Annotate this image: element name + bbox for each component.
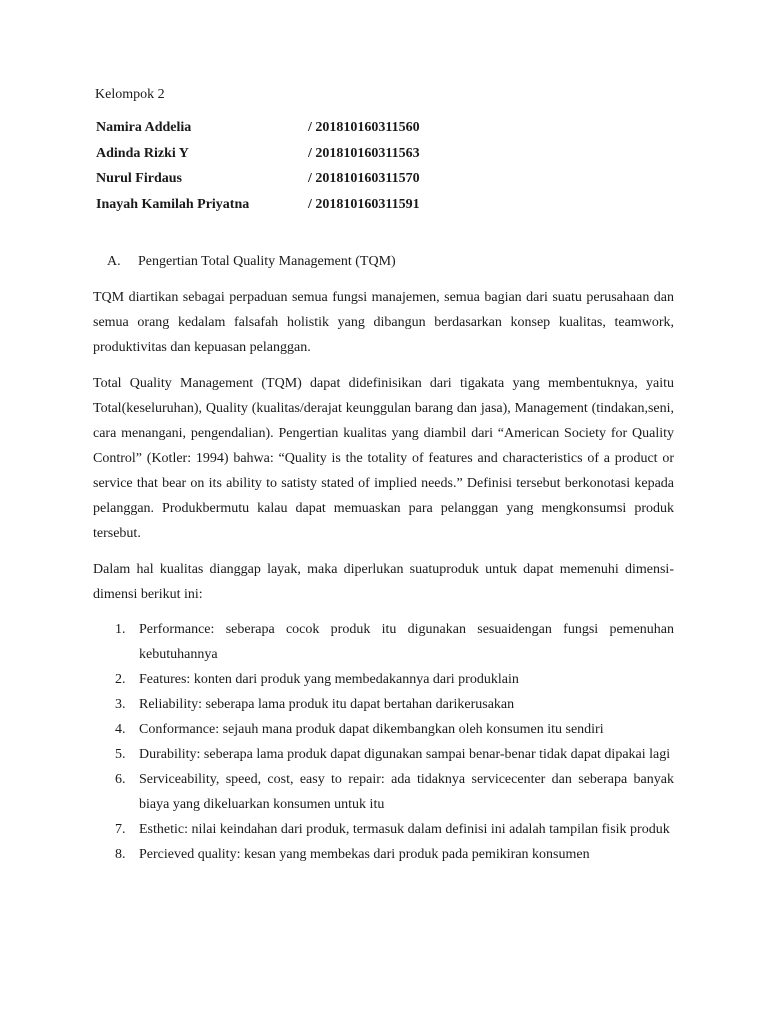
list-item [93, 817, 674, 842]
member-nim: / 201810160311560 [308, 120, 420, 135]
member-name: Inayah Kamilah Priyatna [96, 196, 250, 212]
list-number: 6. [115, 772, 126, 787]
list-number: 8. [115, 847, 126, 862]
list-number: 2. [115, 672, 126, 687]
list-text: Percieved quality: kesan yang membekas dari produk pada pemikiran konsumen [139, 847, 590, 862]
member-name: Nurul Firdaus [96, 171, 182, 186]
list-text: Reliability: seberapa lama produk itu dapat bertahan darikerusakan [139, 697, 515, 712]
list-item [93, 842, 674, 867]
list-item [93, 767, 674, 817]
member-nim: / 201810160311563 [308, 145, 420, 161]
list-text: Features: konten dari produk yang membedakannya dari produklain [139, 672, 519, 687]
list-number: 3. [115, 697, 126, 712]
list-text: Conformance: sejauh mana produk dapat dikembangkan oleh konsumen itu sendiri [139, 722, 604, 737]
list-item [93, 742, 674, 767]
list-number: 7. [115, 822, 126, 837]
section-title: Pengertian Total Quality Management (TQM) [138, 254, 396, 269]
list-number: 1. [115, 622, 126, 637]
list-item [93, 717, 674, 742]
member-name: Adinda Rizki Y [96, 145, 189, 161]
member-nim: / 201810160311591 [308, 196, 420, 212]
dimension-list [93, 617, 674, 867]
section-letter: A. [107, 254, 121, 269]
section-heading [107, 254, 396, 270]
list-text: Esthetic: nilai keindahan dari produk, termasuk dalam definisi ini adalah tampilan fisik produk [139, 822, 670, 837]
paragraph-tqm-definition: TQM diartikan sebagai perpaduan semua fungsi manajemen, semua bagian dari suatu perusahaan dan semua orang kedalam falsafah holistik yang dibangun berdasarkan konsep kualitas, teamwork, produktivitas dan kepuasan pelanggan. [93, 290, 674, 355]
list-item [93, 692, 674, 717]
member-nim: / 201810160311570 [308, 171, 420, 186]
list-item [93, 667, 674, 692]
group-title: Kelompok 2 [95, 87, 165, 102]
member-name: Namira Addelia [96, 120, 192, 135]
list-text: Durability: seberapa lama produk dapat digunakan sampai benar-benar tidak dapat dipakai lagi [139, 747, 671, 762]
paragraph-dimensions-intro: Dalam hal kualitas dianggap layak, maka diperlukan suatuproduk untuk dapat memenuhi dimensi-dimensi berikut ini: [93, 562, 674, 602]
list-text: Serviceability, speed, cost, easy to repair: ada tidaknya servicecenter dan seberapa banyak biaya yang dikeluarkan konsumen untuk itu [139, 772, 674, 812]
list-item [93, 617, 674, 667]
list-text: Performance: seberapa cocok produk itu digunakan sesuaidengan fungsi pemenuhan kebutuhannya [139, 622, 674, 662]
list-number: 5. [115, 747, 126, 762]
paragraph-tqm-components: Total Quality Management (TQM) dapat didefinisikan dari tigakata yang membentuknya, yaitu Total(keseluruhan), Quality (kualitas/derajat keunggulan barang dan jasa), Management (tindakan,seni, cara menangani, pengendalian). Pengertian kualitas yang diambil dari “American Society for Quality Control” (Kotler: 1994) bahwa: “Quality is the totality of features and characteristics of a product or service that bear on its ability to satisty stated of implied needs.” Definisi tersebut berkonotasi kepada pelanggan. Produkbermutu kalau dapat memuaskan para pelanggan yang mengkonsumsi produk tersebut. [93, 376, 674, 541]
list-number: 4. [115, 722, 126, 737]
